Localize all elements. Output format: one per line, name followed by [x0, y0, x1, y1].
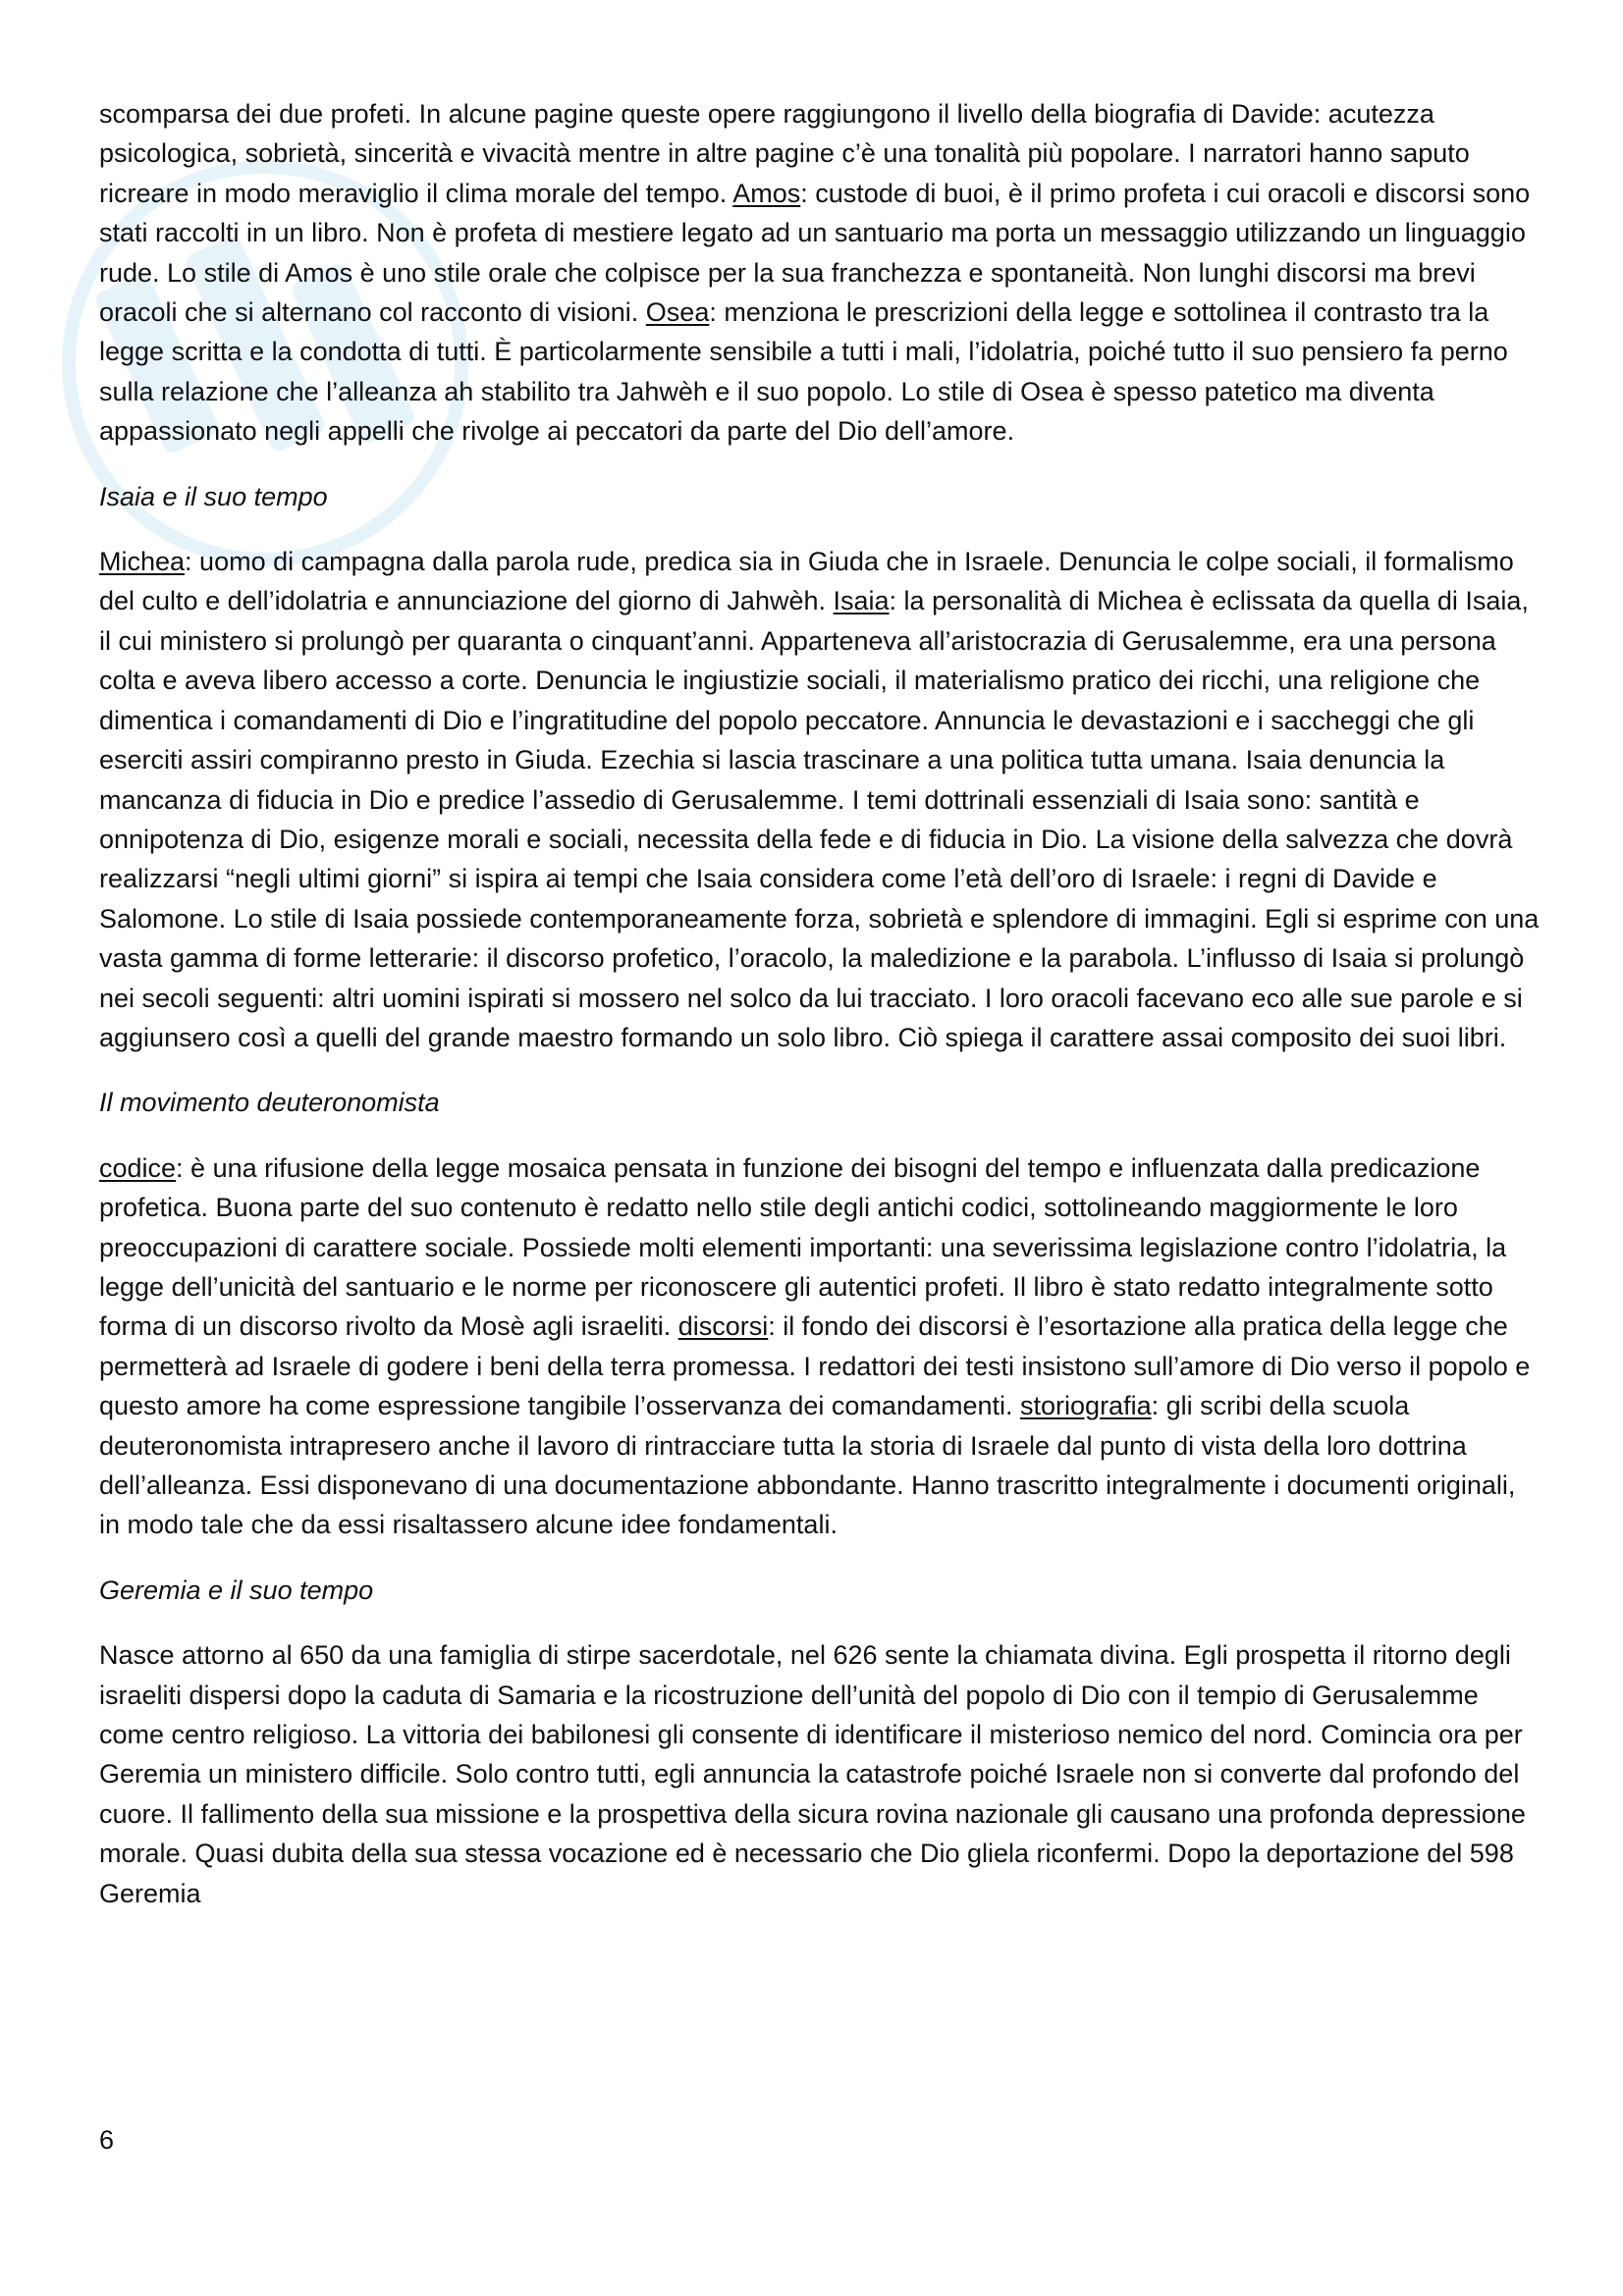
p3-text-2: : il fondo dei discorsi è l’esortazione alla pratica della legge che permetterà ad Israele di godere i beni della terra promessa. I redattori dei testi insistono sull’amore di Dio verso il popolo e questo amore ha come espressione tangibile l’osservanza dei comandamenti. — [99, 1311, 1531, 1421]
p2-text-2: : la personalità di Michea è eclissata da quella di Isaia, il cui ministero si prolungò per quaranta o cinquant’anni. Apparteneva all’aristocrazia di Gerusalemme, era una persona colta e aveva libero accesso a corte. Denuncia le ingiustizie sociali, il materialismo pratico dei ricchi, una religione che dimentica i comandamenti di Dio e l’ingratitudine del popolo peccatore. Annuncia le devastazioni e i saccheggi che gli eserciti assiri compiranno presto in Giuda. Ezechia si lascia trascinare a una politica tutta umana. Isaia denuncia la mancanza di fiducia in Dio e predice l’assedio di Gerusalemme. I temi dottrinali essenziali di Isaia sono: santità e onnipotenza di Dio, esigenze morali e sociali, necessita della fede e di fiducia in Dio. La visione della salvezza che dovrà realizzarsi “negli ultimi giorni” si ispira ai tempi che Isaia considera come l’età dell’oro di Israele: i regni di Davide e Salomone. Lo stile di Isaia possiede contemporaneamente forza, sobrietà e splendore di immagini. Egli si esprime con una vasta gamma di forme letterarie: il discorso profetico, l’oracolo, la maledizione e la parabola. L’influsso di Isaia si prolungò nei secoli seguenti: altri uomini ispirati si mossero nel solco da lui tracciato. I loro oracoli facevano eco alle sue parole e si aggiunsero così a quelli del grande maestro formando un solo libro. Ciò spiega il carattere assai composito dei suoi libri. — [99, 586, 1540, 1052]
paragraph-1 — [99, 94, 1542, 452]
p1-text-3: : menziona le prescrizioni della legge e sottolinea il contrasto tra la legge scritta e la condotta di tutti. È particolarmente sensibile a tutti i mali, l’idolatria, poiché tutto il suo pensiero fa perno sulla relazione che l’alleanza ah stabilito tra Jahwèh e il suo popolo. Lo stile di Osea è spesso patetico ma diventa appassionato negli appelli che rivolge ai peccatori da parte del Dio dell’amore. — [99, 297, 1508, 447]
p4-text-1: Nasce attorno al 650 da una famiglia di stirpe sacerdotale, nel 626 sente la chiamata divina. Egli prospetta il ritorno degli israeliti dispersi dopo la caduta di Samaria e la ricostruzione dell’unità del popolo di Dio con il tempio di Gerusalemme come centro religioso. La vittoria dei babilonesi gli consente di identificare il misterioso nemico del nord. Comincia ora per Geremia un ministero difficile. Solo contro tutti, egli annuncia la catastrofe poiché Israele non si converte dal profondo del cuore. Il fallimento della sua missione e la prospettiva della sicura rovina nazionale gli causano una profonda depressione morale. Quasi dubita della sua stessa vocazione ed è necessario che Dio gliela riconfermi. Dopo la deportazione del 598 Geremia — [99, 1640, 1526, 1908]
p1-text-2: : custode di buoi, è il primo profeta i cui oracoli e discorsi sono stati raccolti in un libro. Non è profeta di mestiere legato ad un santuario ma porta un messaggio utilizzando un linguaggio rude. Lo stile di Amos è uno stile orale che colpisce per la sua franchezza e spontaneità. Non lunghi discorsi ma brevi oracoli che si alternano col racconto di visioni. — [99, 178, 1531, 328]
term-michea: Michea — [99, 547, 186, 577]
term-osea: Osea — [645, 297, 710, 328]
paragraph-4 — [99, 1635, 1542, 1913]
term-storiografia: storiografia — [1020, 1391, 1152, 1421]
paragraph-2 — [99, 542, 1542, 1057]
paragraph-3 — [99, 1148, 1542, 1545]
p1-text-1: scomparsa dei due profeti. In alcune pagine queste opere raggiungono il livello della biografia di Davide: acutezza psicologica, sobrietà, sincerità e vivacità mentre in altre pagine c’è una tonalità più popolare. I narratori hanno saputo ricreare in modo meraviglio il clima morale del tempo. — [99, 99, 1470, 208]
p2-text-1: : uomo di campagna dalla parola rude, predica sia in Giuda che in Israele. Denuncia le colpe sociali, il formalismo del culto e dell’idolatria e annunciazione del giorno di Jahwèh. — [99, 547, 1514, 616]
heading-geremia: Geremia e il suo tempo — [99, 1575, 374, 1605]
heading-deuteronomista: Il movimento deuteronomista — [99, 1088, 440, 1118]
heading-isaia: Isaia e il suo tempo — [99, 481, 328, 511]
p3-text-3: : gli scribi della scuola deuteronomista intrapresero anche il lavoro di rintracciare tutta la storia di Israele dal punto di vista della loro dottrina dell’alleanza. Essi disponevano di una documentazione abbondante. Hanno trascritto integralmente i documenti originali, in modo tale che da essi risaltassero alcune idee fondamentali. — [99, 1391, 1516, 1540]
term-amos: Amos — [732, 178, 801, 208]
term-codice: codice — [99, 1152, 177, 1183]
term-discorsi: discorsi — [677, 1311, 769, 1342]
term-isaia: Isaia — [833, 586, 890, 616]
p3-text-1: : è una rifusione della legge mosaica pensata in funzione dei bisogni del tempo e influenzata dalla predicazione profetica. Buona parte del suo contenuto è redatto nello stile degli antichi codici, sottolineando maggiormente le loro preoccupazioni di carattere sociale. Possiede molti elementi importanti: una severissima legislazione contro l’idolatria, la legge dell’unicità del santuario e le norme per riconoscere gli autentici profeti. Il libro è stato redatto integralmente sotto forma di un discorso rivolto da Mosè agli israeliti. — [99, 1152, 1507, 1342]
page-number: 6 — [99, 2125, 115, 2155]
document-page — [99, 94, 1542, 1913]
